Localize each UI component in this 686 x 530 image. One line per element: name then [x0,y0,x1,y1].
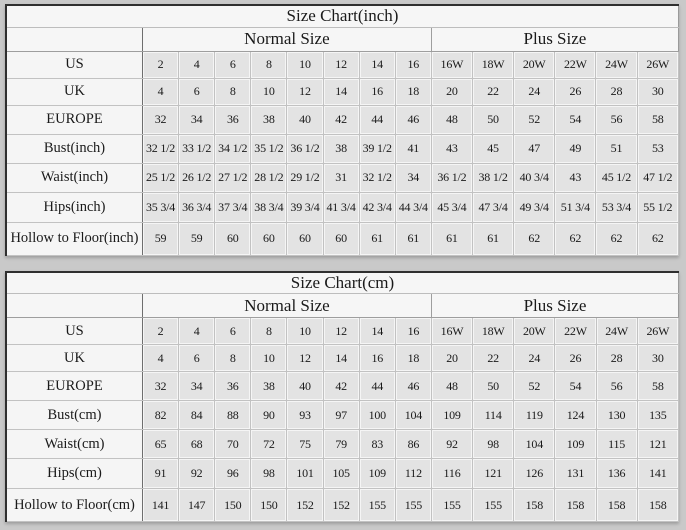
size-cell: 27 1/2 [215,163,251,192]
size-cell: 109 [359,459,395,489]
row-label: US [6,51,142,78]
size-cell: 58 [637,372,678,401]
table-row [6,401,679,430]
size-cell: 88 [215,401,251,430]
size-chart-cm-table [5,271,679,523]
size-cell: 18 [395,345,431,372]
size-cell: 18 [395,78,431,105]
size-cell: 36 1/2 [287,134,323,163]
size-cell: 42 [323,105,359,134]
size-cell: 46 [395,372,431,401]
table-row [6,192,679,222]
size-cell: 36 3/4 [179,192,215,222]
size-cell: 51 [596,134,637,163]
size-cell: 29 1/2 [287,163,323,192]
size-cell: 28 [596,78,637,105]
size-cell: 46 [395,105,431,134]
size-cell: 53 3/4 [596,192,637,222]
size-cell: 130 [596,401,637,430]
size-cell: 12 [323,51,359,78]
size-cell: 34 [179,372,215,401]
size-cell: 4 [179,318,215,345]
size-cell: 91 [142,459,178,489]
size-cell: 93 [287,401,323,430]
size-cell: 115 [596,430,637,459]
size-cell: 4 [142,78,178,105]
size-cell: 150 [251,489,287,522]
size-cell: 48 [431,105,472,134]
size-cell: 86 [395,430,431,459]
size-cell: 147 [179,489,215,522]
size-cell: 59 [179,222,215,255]
plus-size-header: Plus Size [431,294,678,318]
row-label: Waist(inch) [6,163,142,192]
size-cell: 62 [514,222,555,255]
size-cell: 150 [215,489,251,522]
size-cell: 6 [179,78,215,105]
corner-cell [6,27,142,51]
size-cell: 22W [555,318,596,345]
size-cell: 45 3/4 [431,192,472,222]
size-cell: 155 [431,489,472,522]
size-cell: 141 [637,459,678,489]
size-cell: 20 [431,345,472,372]
table-row [6,134,679,163]
size-cell: 61 [359,222,395,255]
table-title: Size Chart(cm) [6,272,679,294]
table-row [6,78,679,105]
size-cell: 98 [473,430,514,459]
size-cell: 61 [431,222,472,255]
size-cell: 10 [287,51,323,78]
size-cell: 131 [555,459,596,489]
size-cell: 8 [215,345,251,372]
size-cell: 60 [287,222,323,255]
normal-size-header: Normal Size [142,294,431,318]
size-cell: 124 [555,401,596,430]
size-cell: 10 [251,345,287,372]
size-cell: 50 [473,372,514,401]
size-cell: 40 [287,105,323,134]
size-cell: 52 [514,372,555,401]
size-cell: 83 [359,430,395,459]
size-cell: 121 [473,459,514,489]
size-cell: 62 [555,222,596,255]
size-cell: 20W [514,51,555,78]
size-cell: 26 1/2 [179,163,215,192]
size-cell: 92 [179,459,215,489]
size-cell: 141 [142,489,178,522]
size-cell: 59 [142,222,178,255]
size-cell: 12 [323,318,359,345]
size-cell: 18W [473,318,514,345]
row-label: Hollow to Floor(cm) [6,489,142,522]
size-cell: 51 3/4 [555,192,596,222]
size-cell: 14 [359,51,395,78]
size-cell: 62 [637,222,678,255]
size-cell: 16W [431,318,472,345]
size-cell: 31 [323,163,359,192]
size-cell: 82 [142,401,178,430]
size-cell: 8 [251,318,287,345]
size-cell: 10 [287,318,323,345]
size-cell: 16W [431,51,472,78]
size-cell: 4 [179,51,215,78]
size-cell: 18W [472,51,513,78]
size-cell: 101 [287,459,323,489]
size-cell: 49 [555,134,596,163]
size-cell: 16 [395,51,431,78]
size-cell: 22 [473,345,514,372]
size-cell: 2 [142,51,178,78]
size-cell: 38 [323,134,359,163]
size-cell: 20W [514,318,555,345]
size-cell: 41 [395,134,431,163]
size-cell: 36 1/2 [431,163,472,192]
size-cell: 42 [323,372,359,401]
size-cell: 104 [514,430,555,459]
size-cell: 45 1/2 [596,163,637,192]
size-cell: 48 [431,372,472,401]
size-cell: 52 [514,105,555,134]
table-row [6,105,679,134]
size-cell: 47 3/4 [472,192,513,222]
size-cell: 84 [179,401,215,430]
size-cell: 90 [251,401,287,430]
size-cell: 158 [514,489,555,522]
size-cell: 72 [251,430,287,459]
size-cell: 4 [142,345,178,372]
size-cell: 49 3/4 [514,192,555,222]
size-cell: 34 [179,105,215,134]
size-cell: 47 [514,134,555,163]
table-body [6,51,679,255]
row-label: Hips(inch) [6,192,142,222]
size-cell: 109 [431,401,472,430]
size-cell: 26W [637,318,678,345]
row-label: US [6,318,142,345]
size-cell: 34 [395,163,431,192]
title-row [6,272,679,294]
size-cell: 70 [215,430,251,459]
size-cell: 135 [637,401,678,430]
size-cell: 14 [323,345,359,372]
size-cell: 10 [251,78,287,105]
size-cell: 14 [359,318,395,345]
size-cell: 109 [555,430,596,459]
size-cell: 14 [323,78,359,105]
size-cell: 6 [215,51,251,78]
size-cell: 40 [287,372,323,401]
size-cell: 25 1/2 [142,163,178,192]
size-cell: 43 [431,134,472,163]
group-header-row [6,27,679,51]
size-cell: 6 [179,345,215,372]
size-cell: 38 [251,372,287,401]
size-cell: 116 [431,459,472,489]
size-cell: 32 [142,372,178,401]
size-cell: 62 [596,222,637,255]
size-cell: 97 [323,401,359,430]
size-cell: 44 [359,372,395,401]
size-cell: 126 [514,459,555,489]
row-label: Waist(cm) [6,430,142,459]
table-title: Size Chart(inch) [6,5,679,27]
size-cell: 60 [251,222,287,255]
size-cell: 121 [637,430,678,459]
size-cell: 152 [287,489,323,522]
size-cell: 24 [514,345,555,372]
size-cell: 58 [637,105,678,134]
size-cell: 112 [395,459,431,489]
size-cell: 16 [359,345,395,372]
size-cell: 16 [395,318,431,345]
size-cell: 45 [472,134,513,163]
table-row [6,372,679,401]
size-cell: 60 [215,222,251,255]
size-cell: 114 [473,401,514,430]
plus-size-header: Plus Size [431,27,678,51]
size-cell: 38 3/4 [251,192,287,222]
size-cell: 35 3/4 [142,192,178,222]
size-cell: 44 3/4 [395,192,431,222]
size-cell: 158 [596,489,637,522]
size-cell: 61 [472,222,513,255]
size-cell: 2 [142,318,178,345]
size-cell: 39 3/4 [287,192,323,222]
size-cell: 53 [637,134,678,163]
table-row [6,222,679,255]
row-label: Bust(cm) [6,401,142,430]
size-cell: 24W [596,318,637,345]
size-cell: 54 [555,372,596,401]
size-cell: 8 [215,78,251,105]
size-cell: 30 [637,345,678,372]
table-row [6,163,679,192]
size-cell: 158 [637,489,678,522]
size-cell: 16 [359,78,395,105]
size-cell: 119 [514,401,555,430]
size-cell: 155 [473,489,514,522]
size-cell: 75 [287,430,323,459]
size-cell: 79 [323,430,359,459]
row-label: EUROPE [6,105,142,134]
size-cell: 6 [215,318,251,345]
size-cell: 68 [179,430,215,459]
size-chart-inch-table [5,4,679,256]
table-row [6,51,679,78]
row-label: Hollow to Floor(inch) [6,222,142,255]
size-cell: 60 [323,222,359,255]
corner-cell [6,294,142,318]
size-cell: 65 [142,430,178,459]
size-cell: 158 [555,489,596,522]
size-cell: 96 [215,459,251,489]
size-cell: 42 3/4 [359,192,395,222]
size-cell: 22 [472,78,513,105]
table-row [6,489,679,522]
size-cell: 47 1/2 [637,163,678,192]
title-row [6,5,679,27]
size-cell: 30 [637,78,678,105]
size-cell: 55 1/2 [637,192,678,222]
size-cell: 34 1/2 [215,134,251,163]
size-cell: 100 [359,401,395,430]
normal-size-header: Normal Size [142,27,431,51]
size-cell: 98 [251,459,287,489]
size-cell: 26 [555,78,596,105]
size-cell: 105 [323,459,359,489]
size-cell: 33 1/2 [179,134,215,163]
size-cell: 36 [215,105,251,134]
size-cell: 56 [596,372,637,401]
size-cell: 20 [431,78,472,105]
size-cell: 54 [555,105,596,134]
size-cell: 37 3/4 [215,192,251,222]
size-cell: 61 [395,222,431,255]
size-cell: 44 [359,105,395,134]
size-cell: 26W [637,51,678,78]
table-row [6,345,679,372]
size-cell: 152 [323,489,359,522]
row-label: UK [6,78,142,105]
size-cell: 39 1/2 [359,134,395,163]
size-cell: 12 [287,345,323,372]
group-header-row [6,294,679,318]
size-cell: 36 [215,372,251,401]
table-row [6,430,679,459]
size-cell: 24 [514,78,555,105]
size-cell: 32 1/2 [359,163,395,192]
size-cell: 38 1/2 [472,163,513,192]
size-cell: 35 1/2 [251,134,287,163]
size-cell: 38 [251,105,287,134]
size-cell: 40 3/4 [514,163,555,192]
size-cell: 24W [596,51,637,78]
size-cell: 32 1/2 [142,134,178,163]
size-cell: 28 1/2 [251,163,287,192]
table-row [6,318,679,345]
row-label: UK [6,345,142,372]
size-cell: 92 [431,430,472,459]
row-label: Bust(inch) [6,134,142,163]
row-label: Hips(cm) [6,459,142,489]
size-cell: 26 [555,345,596,372]
size-cell: 155 [359,489,395,522]
size-cell: 28 [596,345,637,372]
size-cell: 12 [287,78,323,105]
size-cell: 41 3/4 [323,192,359,222]
size-cell: 43 [555,163,596,192]
size-cell: 56 [596,105,637,134]
size-cell: 50 [472,105,513,134]
size-cell: 32 [142,105,178,134]
table-body [6,318,679,522]
table-row [6,459,679,489]
size-cell: 155 [395,489,431,522]
size-cell: 8 [251,51,287,78]
size-cell: 104 [395,401,431,430]
size-cell: 22W [555,51,596,78]
size-cell: 136 [596,459,637,489]
row-label: EUROPE [6,372,142,401]
